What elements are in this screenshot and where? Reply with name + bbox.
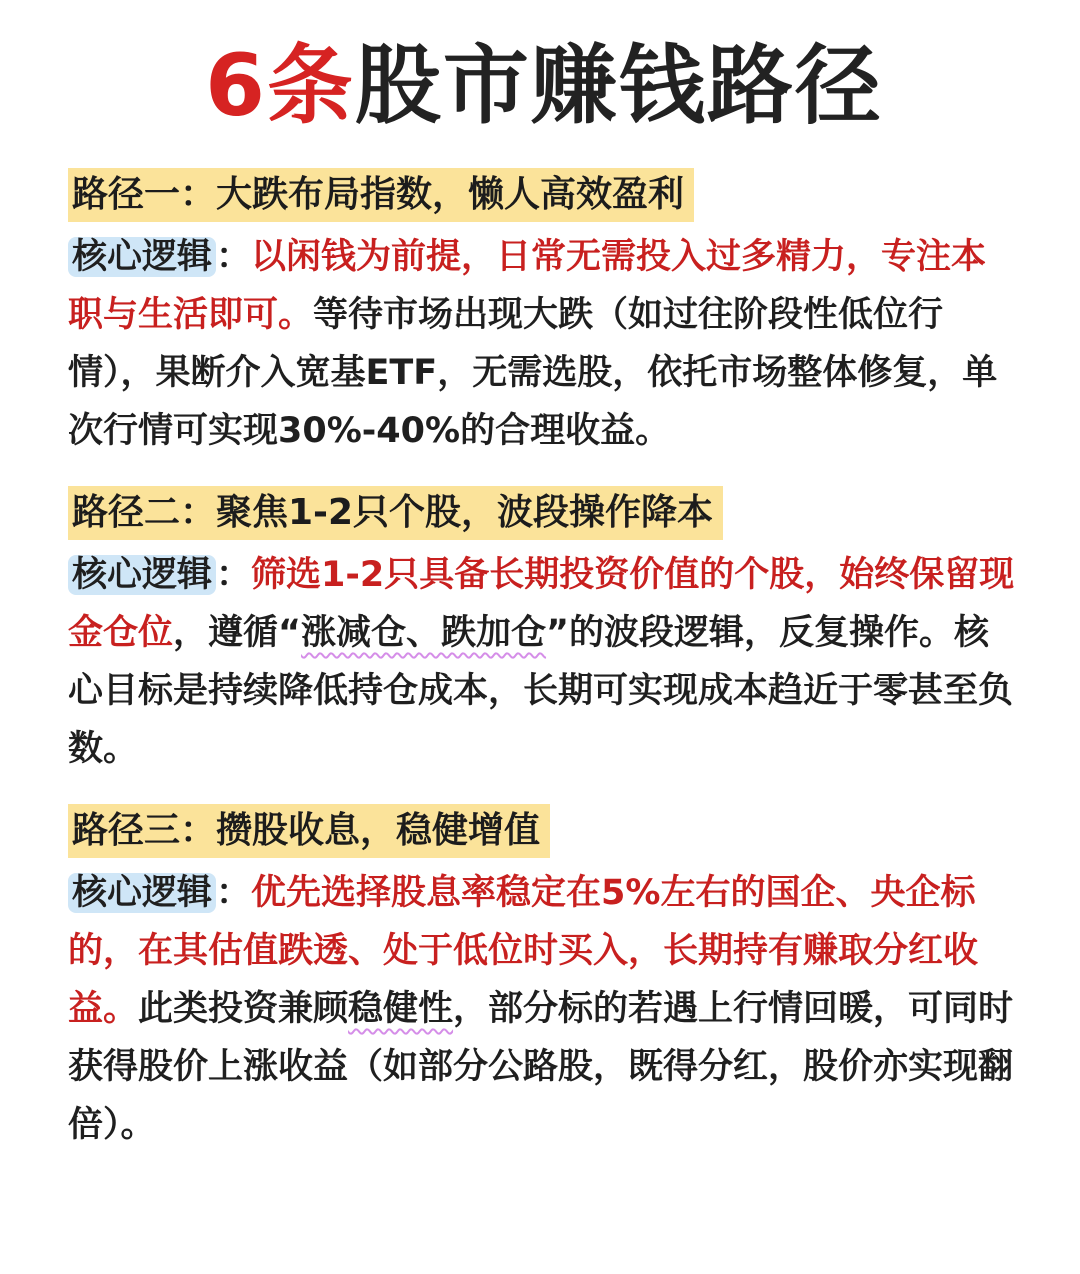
section-body — [68, 864, 1018, 1154]
body-text: 此类投资兼顾 — [138, 989, 349, 1029]
core-logic-label: 核心逻辑 — [68, 237, 216, 277]
highlight-text: 以闲钱为前提，日常无需投入过多精力，专注本职与生活即可。 — [68, 237, 987, 335]
wavy-underlined-text: 涨减仓、跌加仓 — [301, 613, 547, 653]
section-body — [68, 546, 1018, 778]
section-body — [68, 228, 1018, 460]
colon: ： — [216, 873, 252, 913]
section-heading: 路径三：攒股收息，稳健增值 — [68, 804, 550, 858]
title-text: 股市赚钱路径 — [354, 36, 883, 136]
core-logic-label: 核心逻辑 — [68, 873, 216, 913]
colon: ： — [216, 237, 252, 277]
path-section-1 — [68, 168, 1020, 460]
highlight-text: 优先选择股息率稳定在5%左右的国企、央企标的，在其估值跌透、处于低位时买入，长期持有赚取分红收益。 — [68, 873, 979, 1029]
path-section-2 — [68, 486, 1020, 778]
highlight-text: 筛选1-2只具备长期投资价值的个股，始终保留现金仓位 — [68, 555, 1015, 653]
colon: ： — [216, 555, 252, 595]
path-section-3 — [68, 804, 1020, 1154]
title-number: 6条 — [205, 36, 355, 136]
body-text: 等待市场出现大跌（如过往阶段性低位行情），果断介入宽基ETF，无需选股，依托市场整体修复，单次行情可实现30%-40%的合理收益。 — [68, 295, 998, 451]
body-text: ，部分标的若遇上行情回暖，可同时获得股价上涨收益（如部分公路股，既得分红，股价亦实现翻倍）。 — [68, 989, 1014, 1145]
body-text: ”的波段逻辑，反复操作。核心目标是持续降低持仓成本，长期可实现成本趋近于零甚至负数。 — [68, 613, 1014, 769]
core-logic-label: 核心逻辑 — [68, 555, 216, 595]
section-heading: 路径一：大跌布局指数，懒人高效盈利 — [68, 168, 694, 222]
page-title — [68, 30, 1020, 142]
section-heading: 路径二：聚焦1-2只个股，波段操作降本 — [68, 486, 723, 540]
body-text: ，遵循“ — [173, 613, 302, 653]
wavy-underlined-text: 稳健性 — [348, 989, 454, 1029]
